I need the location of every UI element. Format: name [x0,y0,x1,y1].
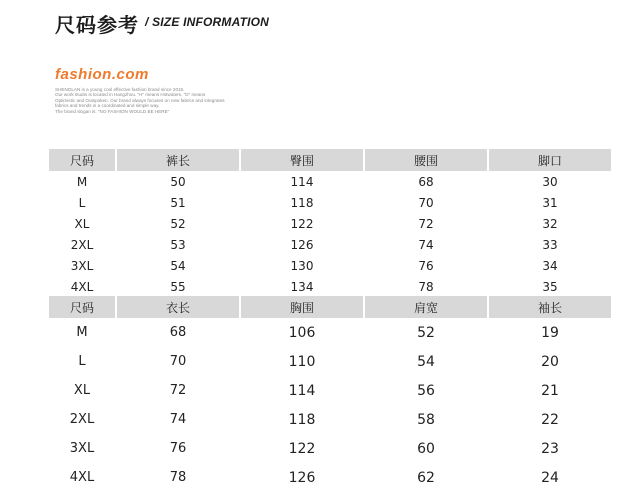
column-header: 脚口 [489,149,611,171]
size-label-cell: 3XL [69,441,95,456]
measurement-cell: 54 [170,258,186,273]
measurement-cell: 30 [542,174,558,189]
measurement-cell: 19 [541,324,559,341]
measurement-cell: 118 [290,195,314,210]
measurement-cell: 114 [290,174,314,189]
measurement-cell: 35 [542,279,558,294]
table-row [49,376,611,405]
measurement-cell: 51 [170,195,186,210]
table-row [49,276,611,297]
measurement-cell: 62 [417,469,435,486]
brand-blurb-line: Our work studio is located in Hangzhou. "H" means Hotwaters. "D" means [55,92,206,98]
measurement-cell: 21 [541,382,559,399]
measurement-cell: 56 [417,382,435,399]
measurement-cell: 78 [418,279,434,294]
size-label-cell: M [76,325,88,340]
table-row [49,234,611,255]
brand-blurb [55,87,295,114]
table-row [49,347,611,376]
measurement-cell: 70 [169,354,187,369]
brand-blurb-line: fabrics and trends in a coordinated and simple way. [55,103,160,109]
table-row [49,213,611,234]
size-label-cell: L [78,354,86,369]
measurement-cell: 33 [542,237,558,252]
size-label-cell: L [78,195,86,210]
page-title-en: / SIZE INFORMATION [145,15,270,29]
brand-blurb-line: The brand slogan is: "NO FASHION WOULD BE HERE" [55,108,170,114]
measurement-cell: 72 [418,216,434,231]
table-row [49,318,611,347]
measurement-cell: 20 [541,353,559,370]
measurement-cell: 52 [417,324,435,341]
column-header: 腰围 [365,149,487,171]
measurement-cell: 52 [170,216,186,231]
measurement-cell: 22 [541,411,559,428]
column-header: 臀围 [241,149,363,171]
measurement-cell: 72 [169,383,187,398]
measurement-cell: 118 [288,411,316,428]
measurement-cell: 126 [288,469,316,486]
column-header: 衣长 [117,296,239,318]
size-label-cell: 4XL [69,470,95,485]
measurement-cell: 54 [417,353,435,370]
size-label-cell: 2XL [69,412,95,427]
measurement-cell: 106 [288,324,316,341]
table-row [49,171,611,192]
column-header: 裤长 [117,149,239,171]
column-header: 尺码 [49,296,115,318]
brand-blurb-line: Optimistic and Outspoken. Our brand always focuses on new fabrics and integrates [55,97,225,103]
measurement-cell: 114 [288,382,316,399]
measurement-cell: 58 [417,411,435,428]
size-label-cell: XL [74,216,90,231]
brand-logo: fashion.com [55,66,149,83]
measurement-cell: 24 [541,469,559,486]
measurement-cell: 32 [542,216,558,231]
size-label-cell: 2XL [70,237,94,252]
measurement-cell: 34 [542,258,558,273]
column-header: 袖长 [489,296,611,318]
measurement-cell: 68 [169,325,187,340]
measurement-cell: 31 [542,195,558,210]
tops-size-table [47,296,613,492]
measurement-cell: 122 [288,440,316,457]
measurement-cell: 74 [418,237,434,252]
table-header-row [49,149,611,171]
measurement-cell: 23 [541,440,559,457]
page-title-cn: 尺码参考 [55,13,139,37]
size-label-cell: 4XL [70,279,94,294]
table-row [49,463,611,492]
measurement-cell: 110 [288,353,316,370]
size-label-cell: XL [73,383,91,398]
size-label-cell: 3XL [70,258,94,273]
measurement-cell: 122 [290,216,314,231]
column-header: 尺码 [49,149,115,171]
column-header: 胸围 [241,296,363,318]
measurement-cell: 76 [418,258,434,273]
measurement-cell: 76 [169,441,187,456]
measurement-cell: 50 [170,174,186,189]
table-row [49,405,611,434]
measurement-cell: 53 [170,237,186,252]
measurement-cell: 134 [290,279,314,294]
table-row [49,434,611,463]
table-row [49,255,611,276]
table-header-row [49,296,611,318]
measurement-cell: 55 [170,279,186,294]
measurement-cell: 126 [290,237,314,252]
column-header: 肩宽 [365,296,487,318]
size-label-cell: M [76,174,88,189]
measurement-cell: 60 [417,440,435,457]
pants-size-table [47,149,613,297]
measurement-cell: 78 [169,470,187,485]
measurement-cell: 70 [418,195,434,210]
brand-blurb-line: SHENGLAN is a young cool effective fashion brand since 2015. [55,87,185,92]
measurement-cell: 68 [418,174,434,189]
measurement-cell: 130 [290,258,314,273]
measurement-cell: 74 [169,412,187,427]
table-row [49,192,611,213]
